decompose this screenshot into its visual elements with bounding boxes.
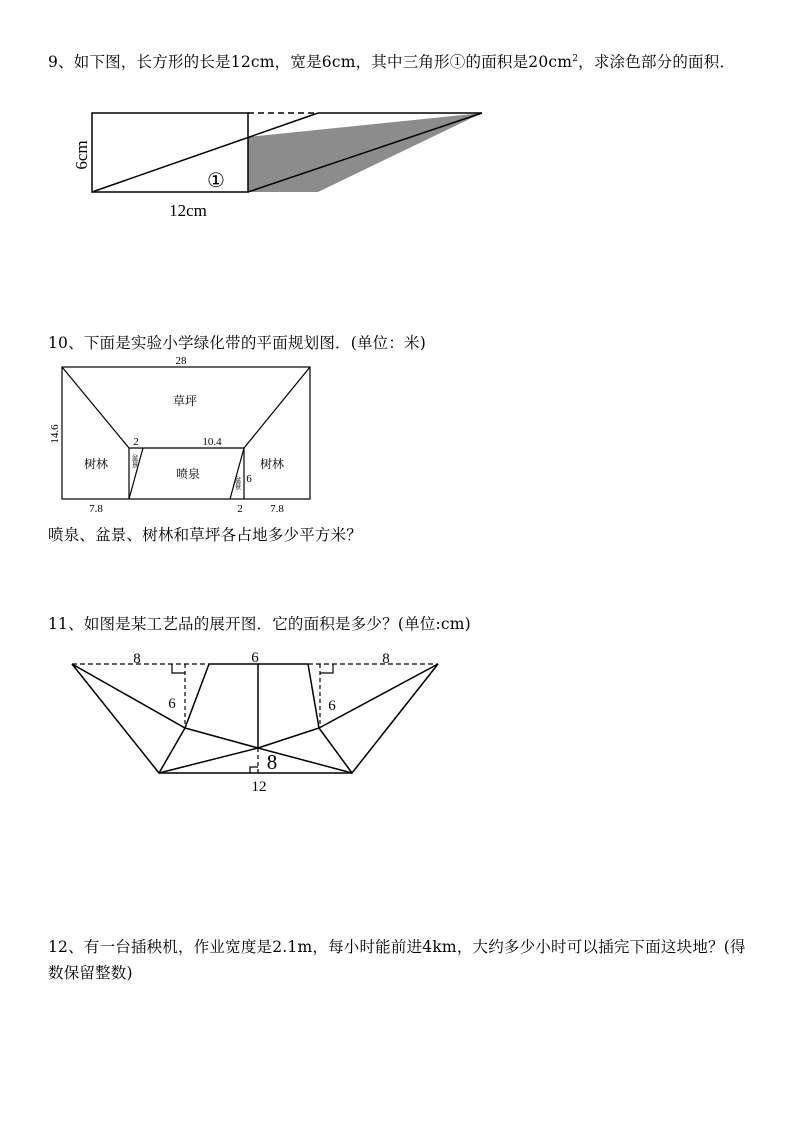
label-height-right: 6	[328, 698, 336, 714]
figure-10	[0, 352, 794, 515]
problem-11-text: 11、如图是某工艺品的展开图．它的面积是多少？(单位:cm)	[48, 615, 471, 633]
label-top-right: 8	[382, 651, 390, 667]
center-triangle	[159, 748, 352, 773]
figure-11	[0, 645, 794, 795]
label-woods-right: 树林	[259, 457, 285, 471]
label-bottom-mid: 2	[237, 503, 243, 515]
label-length: 12cm	[169, 201, 207, 220]
label-inner-height: 6	[246, 473, 252, 485]
problem-9-sup: 2	[572, 53, 579, 64]
bonsai-right-slant	[230, 448, 244, 499]
problem-9-tail: ，求涂色部分的面积．	[578, 53, 736, 71]
figure-9	[0, 105, 794, 225]
problem-9-text	[48, 49, 748, 75]
problem-10-text: 10、下面是实验小学绿化带的平面规划图．(单位：米)	[48, 334, 427, 352]
center-lines-right	[258, 728, 319, 748]
label-width: 6cm	[72, 140, 91, 170]
label-fountain: 喷泉	[175, 467, 201, 481]
label-bottom-right: 7.8	[270, 503, 284, 515]
left-diagonal	[62, 367, 129, 448]
label-inner-top: 10.4	[202, 436, 222, 448]
label-height-left: 6	[168, 696, 176, 712]
problem-10-question: 喷泉、盆景、树林和草坪各占地多少平方米？	[48, 526, 363, 544]
right-angle-bottom	[250, 767, 258, 773]
label-bonsai-left: 盆景	[131, 454, 139, 468]
label-bottom: 12	[251, 779, 267, 795]
problem-12-text: 12、有一台插秧机，作业宽度是2.1m，每小时能前进4km，大约多少小时可以插完下面这块地？(得数保留整数)	[48, 938, 746, 982]
label-triangle: ①	[207, 170, 225, 192]
label-height: 14.6	[49, 424, 61, 444]
right-angle-right	[320, 664, 333, 673]
label-bonsai-right: 盆景	[234, 476, 242, 490]
label-top-mid: 6	[251, 650, 259, 666]
label-height-mid: 8	[266, 750, 278, 774]
left-outline	[72, 664, 209, 728]
label-inner-left: 2	[133, 436, 139, 448]
label-bottom-left: 7.8	[89, 503, 103, 515]
label-top: 28	[175, 355, 187, 367]
label-woods-left: 树林	[83, 457, 109, 471]
problem-9-main: 9、如下图，长方形的长是12cm，宽是6cm，其中三角形①的面积是20cm	[48, 53, 573, 71]
right-angle-left	[172, 664, 185, 673]
right-diagonal	[244, 367, 310, 448]
label-lawn: 草坪	[172, 394, 198, 408]
label-top-left: 8	[133, 651, 141, 667]
center-lines	[185, 728, 258, 748]
